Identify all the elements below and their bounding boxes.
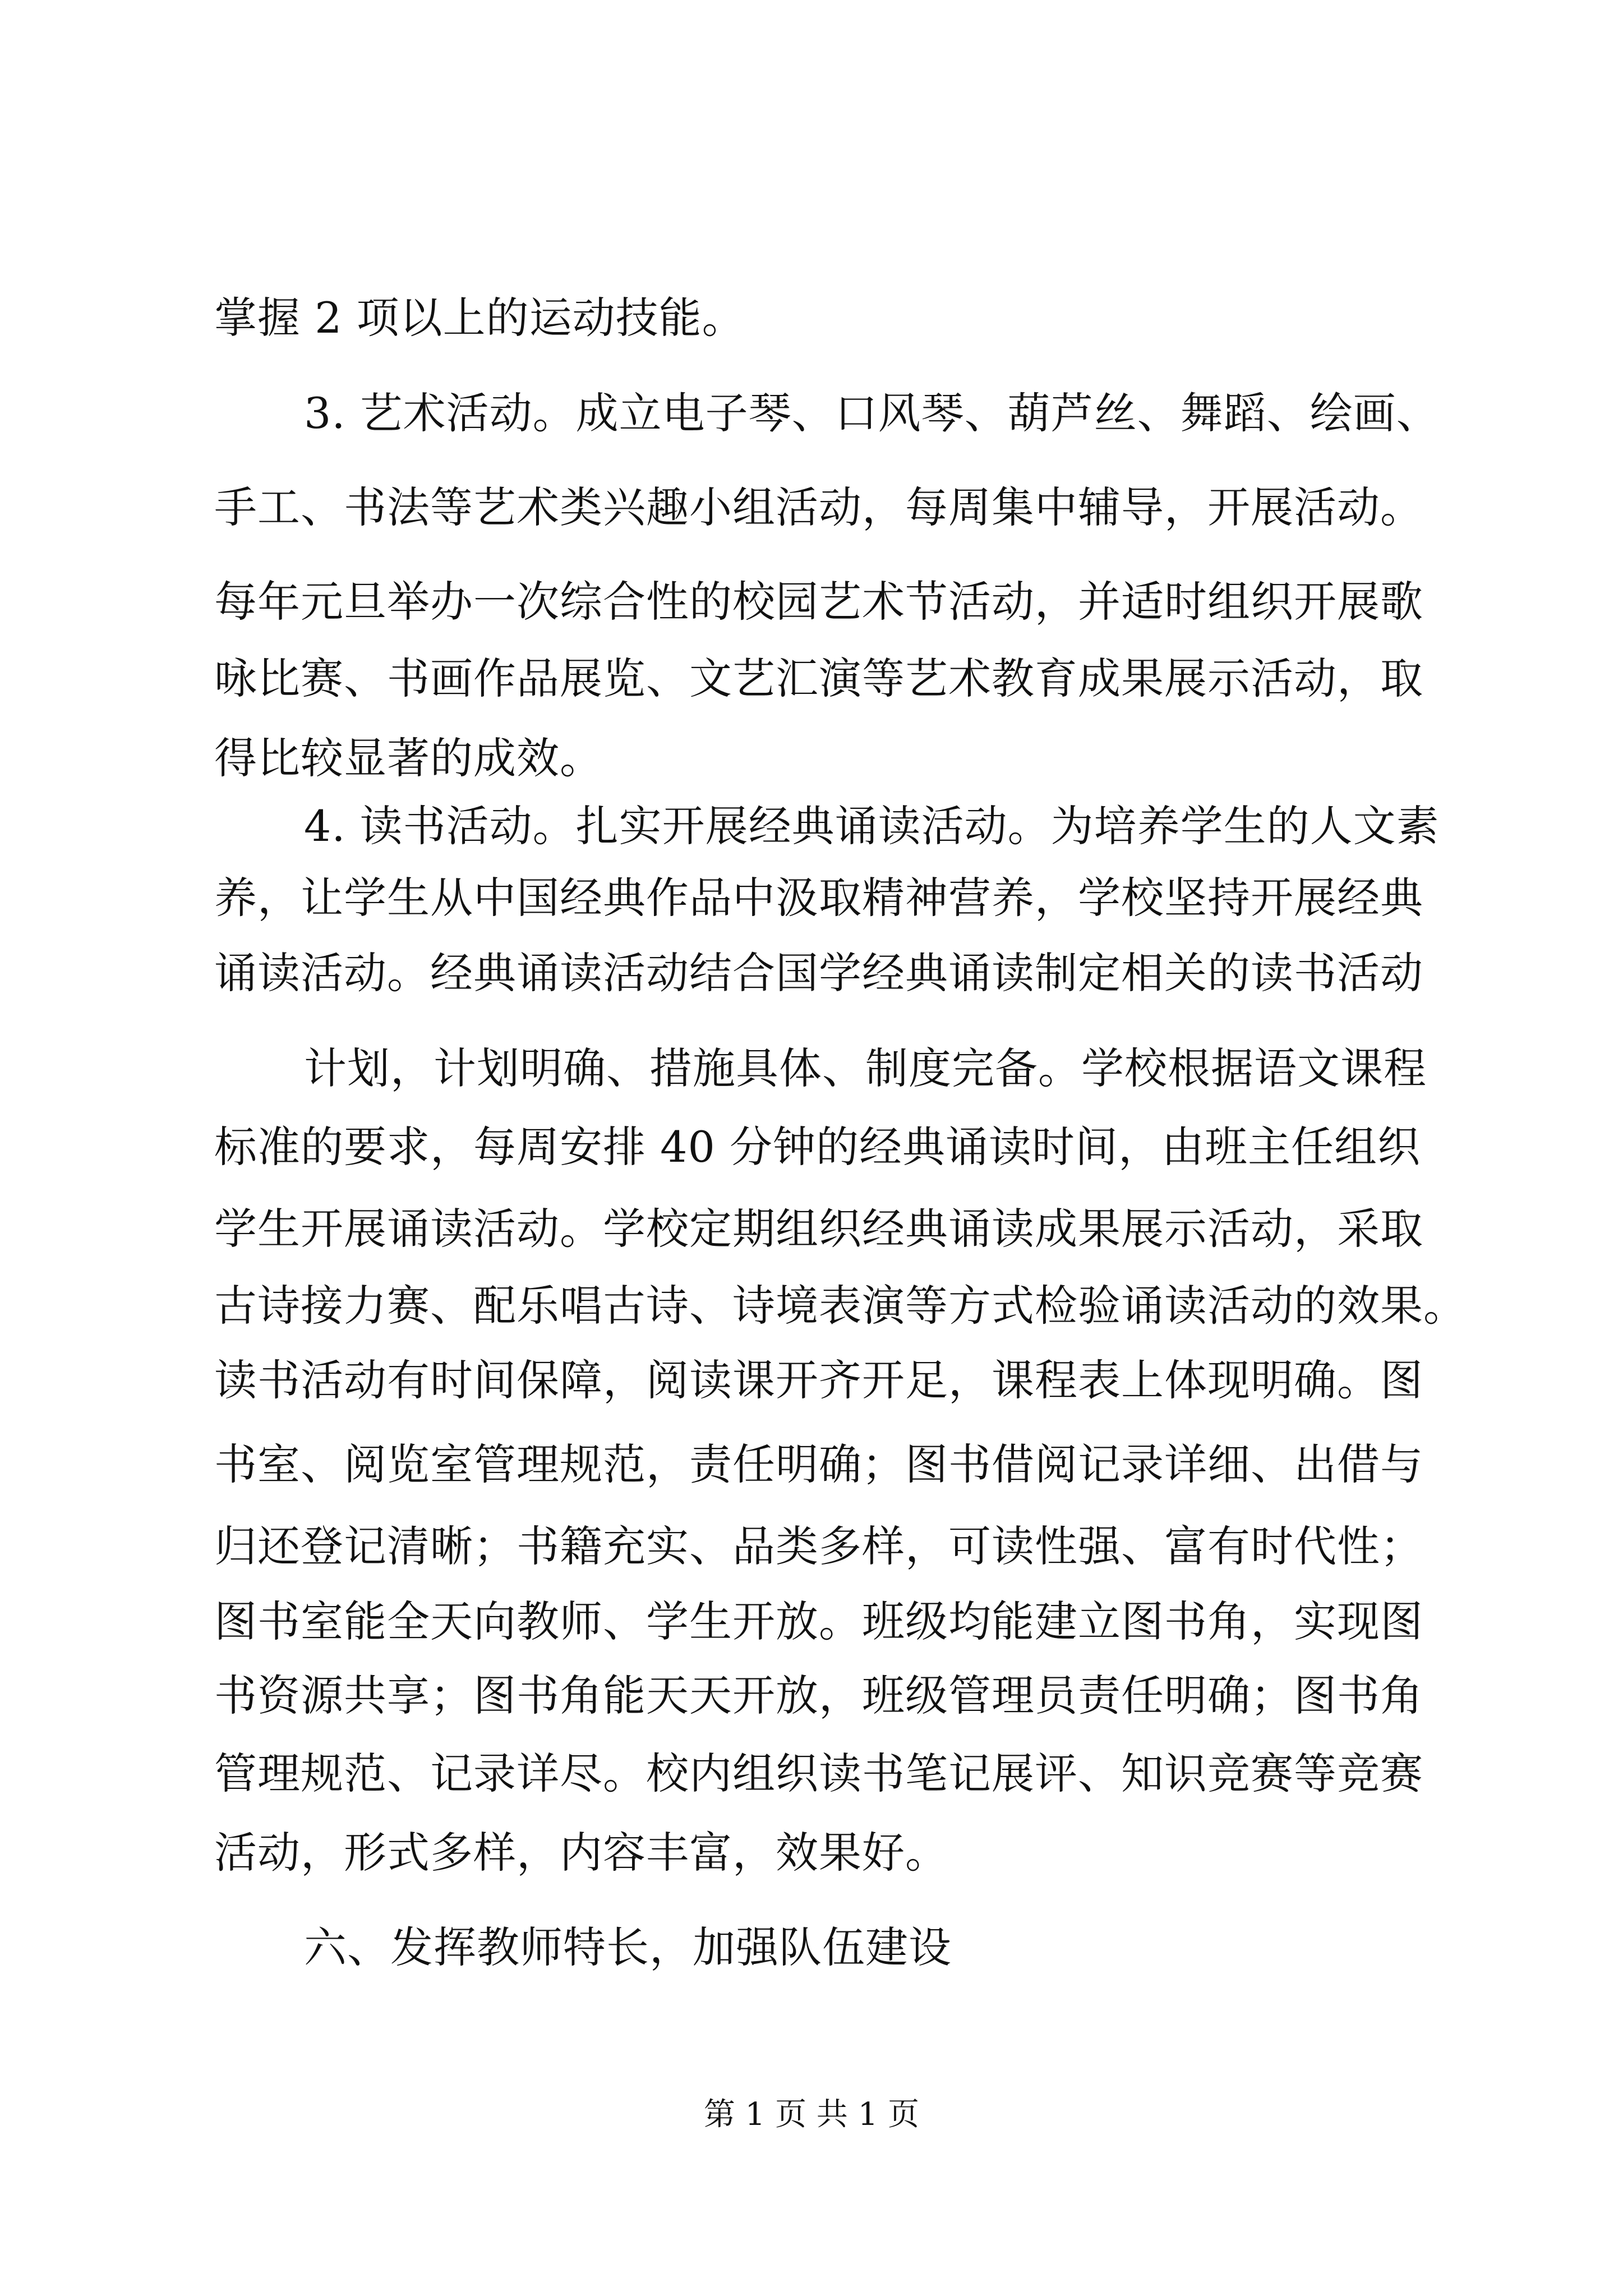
paragraph-line: 4. 读书活动。扎实开展经典诵读活动。为培养学生的人文素 [304,801,1440,851]
paragraph-line: 古诗接力赛、配乐唱古诗、诗境表演等方式检验诵读活动的效果。 [214,1281,1467,1331]
paragraph-line: 计划，计划明确、措施具体、制度完备。学校根据语文课程 [304,1043,1427,1093]
paragraph-line: 诵读活动。经典诵读活动结合国学经典诵读制定相关的读书活动 [214,948,1423,998]
paragraph-line: 3. 艺术活动。成立电子琴、口风琴、葫芦丝、舞蹈、绘画、 [304,388,1440,438]
paragraph-line: 学生开展诵读活动。学校定期组织经典诵读成果展示活动，采取 [214,1204,1423,1254]
paragraph-line: 书室、阅览室管理规范，责任明确；图书借阅记录详细、出借与 [214,1439,1423,1489]
paragraph-line: 掌握 2 项以上的运动技能。 [214,293,745,343]
section-heading: 六、发挥教师特长，加强队伍建设 [304,1922,952,1972]
paragraph-line: 得比较显著的成效。 [214,733,603,783]
paragraph-line: 每年元旦举办一次综合性的校园艺术节活动，并适时组织开展歌 [214,577,1423,627]
paragraph-line: 管理规范、记录详尽。校内组织读书笔记展评、知识竞赛等竞赛 [214,1749,1423,1798]
paragraph-line: 书资源共享；图书角能天天开放，班级管理员责任明确；图书角 [214,1671,1423,1720]
page-footer: 第 1 页 共 1 页 [703,2096,920,2133]
paragraph-line: 图书室能全天向教师、学生开放。班级均能建立图书角，实现图 [214,1596,1423,1646]
paragraph-line: 咏比赛、书画作品展览、文艺汇演等艺术教育成果展示活动，取 [214,654,1423,703]
paragraph-line: 归还登记清晰；书籍充实、品类多样，可读性强、富有时代性； [214,1521,1423,1571]
paragraph-line: 读书活动有时间保障，阅读课开齐开足，课程表上体现明确。图 [214,1355,1423,1405]
paragraph-line: 标准的要求，每周安排 40 分钟的经典诵读时间，由班主任组织 [214,1122,1421,1172]
paragraph-line: 养，让学生从中国经典作品中汲取精神营养，学校坚持开展经典 [214,873,1423,923]
paragraph-line: 手工、书法等艺术类兴趣小组活动，每周集中辅导，开展活动。 [214,482,1423,532]
paragraph-line: 活动，形式多样，内容丰富，效果好。 [214,1828,948,1878]
